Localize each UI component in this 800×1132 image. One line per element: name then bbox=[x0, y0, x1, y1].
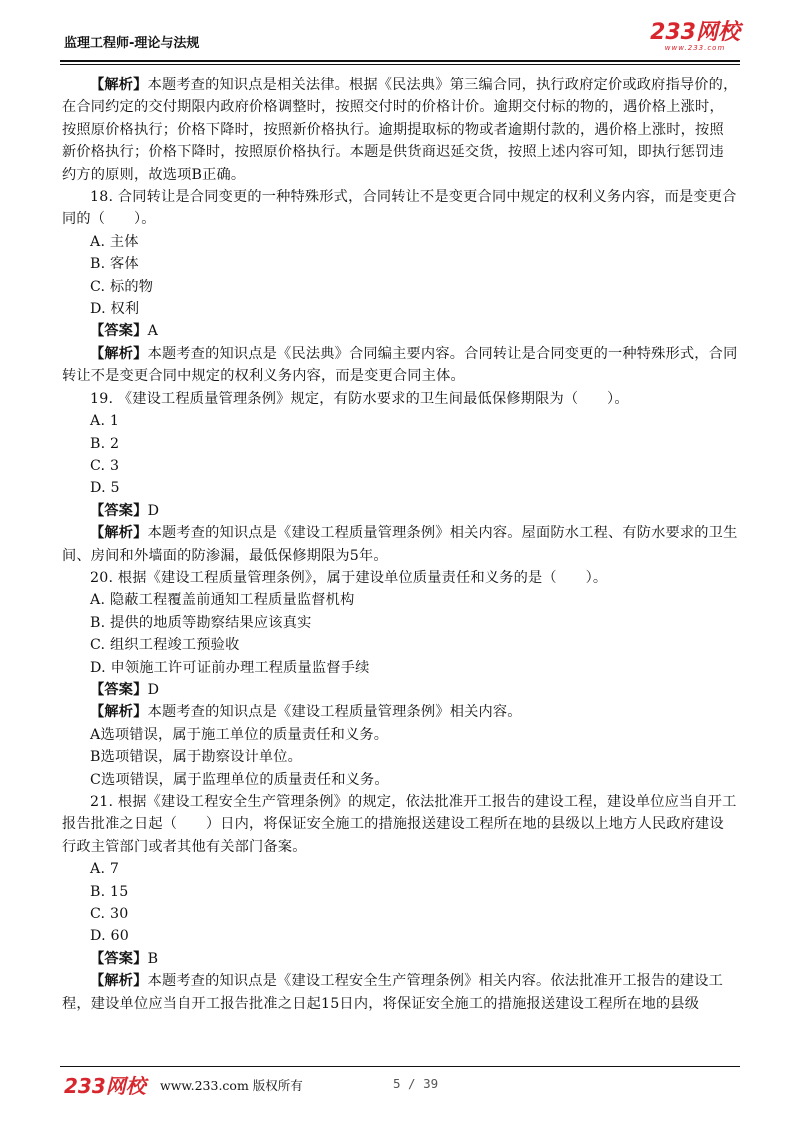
paragraph-text: B. 2 bbox=[90, 435, 120, 452]
paragraph bbox=[62, 500, 738, 522]
document-title: 监理工程师-理论与法规 bbox=[64, 36, 200, 51]
paragraph bbox=[62, 522, 738, 567]
paragraph-text: A. 主体 bbox=[90, 233, 139, 250]
paragraph-text: 20. 根据《建设工程质量管理条例》，属于建设单位质量责任和义务的是（ ）。 bbox=[90, 569, 608, 586]
paragraph bbox=[62, 791, 738, 858]
answer-option bbox=[62, 881, 738, 903]
paragraph bbox=[62, 746, 738, 768]
paragraph-text: B. 客体 bbox=[90, 256, 139, 273]
answer-option bbox=[62, 410, 738, 432]
paragraph-text: B. 提供的地质等勘察结果应该真实 bbox=[90, 614, 312, 631]
paragraph-text: 本题考查的知识点是《建设工程质量管理条例》相关内容。屋面防水工程、有防水要求的卫生间、房间和外墙面的防渗漏，最低保修期限为5年。 bbox=[62, 525, 738, 564]
footer-logo: 233网校 bbox=[64, 1074, 146, 1098]
paragraph bbox=[62, 701, 738, 723]
section-tag: 【解析】 bbox=[90, 77, 148, 93]
document-body bbox=[62, 74, 738, 1015]
paragraph-text: 本题考查的知识点是《建设工程安全生产管理条例》相关内容。依法批准开工报告的建设工程，建设单位应当自开工报告批准之日起15日内，将保证安全施工的措施报送建设工程所在地的县级 bbox=[62, 973, 724, 1012]
answer-option bbox=[62, 477, 738, 499]
paragraph bbox=[62, 320, 738, 342]
section-tag: 【答案】 bbox=[90, 323, 148, 340]
paragraph-text: A. 隐蔽工程覆盖前通知工程质量监督机构 bbox=[90, 592, 355, 609]
section-tag: 【解析】 bbox=[90, 345, 148, 362]
logo-url: www.233.com bbox=[664, 44, 726, 52]
section-tag: 【答案】 bbox=[90, 950, 148, 967]
paragraph-text: C. 30 bbox=[90, 906, 129, 923]
answer-option bbox=[62, 253, 738, 275]
paragraph bbox=[62, 343, 738, 388]
paragraph-text: B bbox=[147, 950, 159, 967]
header-divider-thin bbox=[60, 64, 740, 65]
answer-option bbox=[62, 612, 738, 634]
paragraph-text: B选项错误，属于勘察设计单位。 bbox=[90, 749, 303, 766]
footer-divider bbox=[60, 1066, 740, 1067]
paragraph-text: D. 权利 bbox=[90, 301, 140, 318]
answer-option bbox=[62, 276, 738, 298]
brand-logo bbox=[650, 22, 740, 52]
paragraph-text: 21. 根据《建设工程安全生产管理条例》的规定，依法批准开工报告的建设工程，建设单位应当自开工报告批准之日起（ ）日内，将保证安全施工的措施报送建设工程所在地的县级以上地方人民政府建设行政主管部门或者其他有关部门备案。 bbox=[62, 794, 737, 855]
answer-option bbox=[62, 433, 738, 455]
paragraph-text: 本题考查的知识点是《民法典》合同编主要内容。合同转让是合同变更的一种特殊形式，合同转让不是变更合同中规定的权利义务内容，而是变更合同主体。 bbox=[62, 345, 738, 385]
section-tag: 【答案】 bbox=[90, 681, 148, 698]
paragraph bbox=[62, 567, 738, 589]
section-tag: 【解析】 bbox=[90, 704, 148, 721]
paragraph-text: 本题考查的知识点是《建设工程质量管理条例》相关内容。 bbox=[147, 704, 522, 721]
paragraph bbox=[62, 769, 738, 791]
answer-option bbox=[62, 858, 738, 880]
section-tag: 【解析】 bbox=[90, 973, 148, 990]
answer-option bbox=[62, 589, 738, 611]
paragraph-text: C选项错误，属于监理单位的质量责任和义务。 bbox=[90, 771, 389, 788]
paragraph-text: C. 组织工程竣工预验收 bbox=[90, 637, 240, 654]
paragraph bbox=[62, 948, 738, 970]
paragraph bbox=[62, 970, 738, 1015]
paragraph-text: A. 7 bbox=[90, 861, 120, 878]
answer-option bbox=[62, 903, 738, 925]
paragraph-text: C. 3 bbox=[90, 457, 120, 474]
paragraph bbox=[62, 74, 738, 186]
answer-option bbox=[62, 298, 738, 320]
page-header bbox=[60, 22, 740, 60]
paragraph-text: D bbox=[147, 502, 160, 519]
logo-text: 233网校 bbox=[650, 20, 740, 45]
paragraph-text: 本题考查的知识点是相关法律。根据《民法典》第三编合同，执行政府定价或政府指导价的，在合同约定的交付期限内政府价格调整时，按照交付时的价格计价。逾期交付标的物的，遇价格上涨时，按照原价格执行；价格下降时，按照新价格执行。逾期提取标的物或者逾期付款的，遇价格上涨时，按照新价格执行；价格下降时，按照原价格执行。本题是供货商迟延交货，按照上述内容可知，即执行惩罚违约方的原则，故选项B正确。 bbox=[62, 77, 738, 183]
copyright-text: www.233.com 版权所有 bbox=[160, 1078, 303, 1093]
section-tag: 【解析】 bbox=[90, 525, 148, 542]
paragraph-text: D. 5 bbox=[90, 480, 120, 497]
paragraph-text: C. 标的物 bbox=[90, 278, 154, 295]
paragraph-text: A. 1 bbox=[90, 413, 120, 430]
answer-option bbox=[62, 925, 738, 947]
paragraph-text: D bbox=[147, 681, 160, 698]
paragraph-text: B. 15 bbox=[90, 883, 129, 900]
paragraph-text: 18. 合同转让是合同变更的一种特殊形式，合同转让不是变更合同中规定的权利义务内容，而是变更合同的（ ）。 bbox=[62, 189, 737, 228]
header-divider bbox=[60, 60, 740, 62]
page-footer bbox=[60, 1070, 740, 1100]
paragraph-text: 19. 《建设工程质量管理条例》规定，有防水要求的卫生间最低保修期限为（ ）。 bbox=[90, 390, 629, 407]
answer-option bbox=[62, 231, 738, 253]
answer-option bbox=[62, 634, 738, 656]
page-number: 5 / 39 bbox=[393, 1076, 439, 1091]
answer-option bbox=[62, 657, 738, 679]
paragraph bbox=[62, 724, 738, 746]
paragraph-text: A选项错误，属于施工单位的质量责任和义务。 bbox=[90, 726, 389, 743]
paragraph bbox=[62, 186, 738, 231]
paragraph-text: A bbox=[147, 323, 159, 340]
paragraph bbox=[62, 679, 738, 701]
paragraph-text: D. 申领施工许可证前办理工程质量监督手续 bbox=[90, 659, 370, 676]
section-tag: 【答案】 bbox=[90, 502, 148, 519]
paragraph bbox=[62, 388, 738, 410]
paragraph-text: D. 60 bbox=[90, 928, 129, 945]
answer-option bbox=[62, 455, 738, 477]
